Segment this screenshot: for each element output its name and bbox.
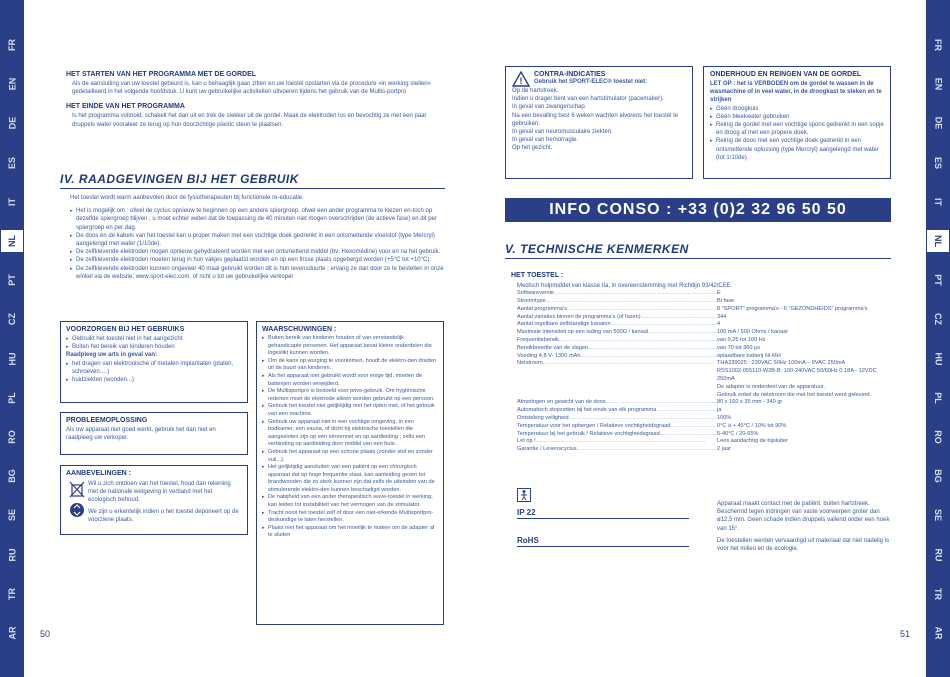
tech-section — [505, 242, 891, 256]
lang-tab-en[interactable] — [0, 72, 24, 96]
spec-table-2 — [511, 399, 891, 454]
precautions-title: VOORZORGEN BIJ HET GEBRUIKS — [66, 326, 185, 333]
spec-key: Automatisch stopzetten bij het einde van elk programma ..... — [517, 407, 717, 415]
spec-value: 80 x 160 x 35 mm - 340 gr — [717, 399, 783, 406]
precautions-box — [60, 321, 248, 403]
advice-section — [60, 172, 450, 281]
lang-tab-nl[interactable] — [926, 229, 950, 253]
lang-tab-label: HU — [7, 352, 17, 366]
spec-row — [517, 321, 891, 329]
warning-item: ▸ Gebruik het apparaat op een schone plaats (zonder stof en zonder vuil...). — [262, 449, 438, 464]
lang-tab-it[interactable] — [926, 190, 950, 214]
contra-item: Na een bevalling best 6 weken wachten alvorens het toestel te gebruiken. — [512, 112, 679, 127]
lang-tab-label: BG — [933, 469, 943, 483]
contra-item: Op het gezicht. — [512, 145, 553, 152]
spec-key: Temperatuur voor het opbergen / Relatieve vochtigheidsgraad ..... — [517, 423, 717, 431]
spec-key: Stroomtype ..... — [517, 298, 717, 306]
spec-row — [517, 329, 891, 337]
warning-item: ▸ De nabijheid van een ander therapeutisch wave-toestel in werking, kan leiden tot instabiliteit van het vermogen van de stimulator. — [262, 494, 438, 509]
lang-tab-pl[interactable] — [926, 386, 950, 410]
lang-tab-label: EN — [6, 77, 17, 91]
ip-label: IP 22 — [517, 508, 536, 517]
spec-key: Afmetingen en gewicht van de doos ..... — [517, 399, 717, 407]
lang-tab-bg[interactable] — [0, 464, 24, 488]
lang-tab-label: IT — [933, 197, 943, 206]
recommend-text-1: Wil u zich ontdoen van het toestel, houd dan rekening met de nationale wetgeving in verband met het ecologisch behoud. — [88, 481, 231, 504]
precaution-item: ▸ het dragen van elektronische of metalen implantaten (platen, schroeven….) — [66, 360, 242, 376]
spec-key: Garantie / Levenscyclus ..... — [517, 446, 717, 454]
maintenance-item: ▸ Reinig de doos met een vochtige doek gedrenkt in een ontsmettende oplossing (type Mercryl) aangelengd met water (tot 1/10de). — [710, 137, 884, 162]
spec-row — [517, 353, 891, 361]
spec-row — [517, 337, 891, 345]
lang-tab-label: PL — [6, 392, 17, 404]
spec-row — [517, 407, 891, 415]
spec-key: Aantal programma's ..... — [517, 306, 717, 314]
maintenance-item: ▸ Géén droogkuis — [710, 105, 884, 113]
lang-tab-hu[interactable] — [926, 347, 950, 371]
spec-intro: Medisch hulpmiddel van klasse IIa, in overeenstemming met Richtlijn 93/42/CEE. — [517, 283, 733, 289]
warning-item: ▸ Gebruik uw apparaat niet in een vochtige omgeving, in een badkamer, een sauna, of dicht bij elektrische toestellen die aangesloten zijn op een stroomnet en op aardleiding ; zelfs een verbinding op aardleiding door middel van een buis. — [262, 419, 438, 449]
rohs-label: RoHS — [517, 536, 539, 545]
lang-tab-pt[interactable] — [926, 268, 950, 292]
netstroom-line: De adapter is onderdeel van de apparatuur. — [717, 383, 825, 390]
recycle-icon — [69, 502, 85, 518]
spec-value: oplaadbare batterij Ni-MH — [717, 352, 781, 359]
lang-tab-label: RU — [7, 548, 17, 562]
advice-item: ▸ De zelfklevende elektroden kunnen ongeveer 40 maal gebruikt worden dit is hun levensduurte ; ervang ze dan door ze te bestellen in onze winkel via de website: www.sport-elec.com, of richt u tot uw gebruikelijke verkoper — [70, 265, 450, 281]
lang-tab-label: CZ — [7, 313, 17, 326]
tech-title: V. TECHNISCHE KENMERKEN — [505, 242, 689, 256]
precaution-item: ▸ Gebruikt het toestel niet in het aangezicht — [66, 335, 242, 343]
lang-tab-de[interactable] — [926, 111, 950, 135]
recommend-title: AANBEVELINGEN : — [66, 470, 131, 477]
lang-tab-label: TR — [933, 587, 943, 600]
warning-item: ▸ Tracht nooit het toestel zelf of door een niet-erkende Multisportpro-deskundige te laten herstellen. — [262, 510, 438, 525]
lang-tab-label: PL — [932, 392, 943, 404]
contra-item: Indien u drager bent van een hartstimulator (pacemaker). — [512, 96, 664, 103]
warning-item: ▸ Gebruik het toestel niet gelijktijdig met het rijden met, of het gebruik van een machine. — [262, 403, 438, 418]
warnings-list — [262, 335, 438, 540]
precaution-item: ▸ huidziekten (wonden...) — [66, 376, 242, 384]
warning-item: ▸ De Multisportpro is bedoeld voor prive-gebruik. Om hygiënische redenen moet de elektrode alleen worden gebruikt op een persoon. — [262, 388, 438, 403]
lang-tab-tr[interactable] — [0, 582, 24, 606]
lang-tab-ro[interactable] — [926, 425, 950, 449]
precautions-list-2 — [66, 360, 242, 385]
lang-tab-label: FR — [933, 39, 943, 51]
spec-row — [517, 306, 891, 314]
lang-tab-label: TR — [7, 587, 17, 600]
warning-item: ▸ Om de kans op wurging te voorkomen, houdt de elektro-den draden uit de buurt van kinderen. — [262, 358, 438, 373]
language-tabs-right — [926, 0, 950, 677]
spec-key: Maximale intensiteit op een lading van 500Ω / kanaal ..... — [517, 329, 717, 337]
lang-tab-se[interactable] — [0, 503, 24, 527]
advice-item: ▸ De doos en de kabels van het toestel kan u proper maken met een vochtige doek gedrenkt in een ontsmettende vloeistof (type Mercryl) aangelengd met water (1/10de). — [70, 232, 450, 248]
start-section — [66, 71, 446, 129]
advice-item: ▸ Het is mogelijk om : ofwel de cyclus opnieuw te beginnen op een andere spiergroep, ofwel een ander programma te kiezen en-toch op dezelfde spiergroep blijven ; u moet echter weten dat de toepassing de 40 minuten niet mogen overschrijden (de actieve fase) en dit per spiergroep en per dag. — [70, 207, 450, 232]
spec-value: 100% — [717, 414, 732, 421]
lang-tab-pl[interactable] — [0, 386, 24, 410]
lang-tab-ru[interactable] — [926, 543, 950, 567]
contra-item: In geval van hemorragie. — [512, 137, 579, 144]
warning-icon — [512, 71, 530, 87]
end-title: HET EINDE VAN HET PROGRAMMA — [66, 103, 185, 111]
maintenance-intro: LET OP : het is VERBODEN om de gordel te wassen in de wasmachine of in veel water, in de droogkast te steken en te strijken — [710, 81, 882, 104]
spec-key: Voeding 4,8 V- 1300 mAh ..... — [517, 353, 717, 361]
precautions-sub: Raadpleeg uw arts in geval van: — [66, 352, 158, 359]
recommend-text-2: We zijn u erkentelijk indien u het toestel deponeert op de voorziene plaats. — [88, 508, 239, 523]
lang-tab-label: ES — [932, 156, 943, 169]
spec-key: Frequentiebereik ..... — [517, 337, 717, 345]
spec-value: 2 jaar — [717, 446, 731, 453]
start-title: HET STARTEN VAN HET PROGRAMMA MET DE GORDEL — [66, 71, 257, 78]
lang-tab-label: SE — [6, 509, 17, 522]
spec-key: Aantal regelbare zelfstandige kanalen ..... — [517, 321, 717, 329]
spec-value: E — [717, 290, 721, 297]
contra-title: CONTRA-INDICATIES — [534, 71, 606, 78]
lang-tab-label: FR — [7, 39, 17, 51]
spec-key: Aantal variaties binnen de programma's (of fazen) ..... — [517, 314, 717, 322]
lang-tab-en[interactable] — [926, 72, 950, 96]
svg-text:!: ! — [519, 76, 523, 86]
lang-tab-label: ES — [6, 156, 17, 169]
start-text: Als de aansluiting van uw toestel gebeurd is, kan u behaaglijk gaan zitten en uw toestel opstarten via de procedure «in werking stellen» gedetailleerd in het volgende hoofdstuk. U kunt uw gebruikelijke activiteiten uitvoeren tijdens het gebruik van de Multis-portpro — [72, 81, 431, 96]
spec-row — [517, 345, 891, 353]
spec-value: 8 "SPORT" programma's - 6 "GEZONDHEIDS" programma's — [717, 305, 868, 312]
problem-text: Als uw apparaat niet goed werkt, gebruik het dan niet en raadpleeg uw verkoper. — [66, 427, 216, 442]
lang-tab-label: PT — [6, 274, 17, 286]
spec-key: Bereikbreedte van de slagen ..... — [517, 345, 717, 353]
advice-list — [60, 207, 450, 281]
lang-tab-label: DE — [6, 117, 17, 130]
maintenance-list — [710, 105, 884, 162]
netstroom-line: RSS1002-055110-W2B-B: 100-240VAC 50/60Hz 0.18A - 12VDC 250mA — [717, 368, 877, 382]
lang-tab-label: RU — [933, 548, 943, 562]
lang-tab-label: RO — [933, 430, 943, 444]
lang-tab-label: CZ — [933, 313, 943, 326]
spec-row — [517, 399, 891, 407]
maintenance-title: ONDERHOUD EN REINGEN VAN DE GORDEL — [710, 71, 862, 78]
lang-tab-cz[interactable] — [0, 307, 24, 331]
spec-row — [517, 446, 891, 454]
lang-tab-label: DE — [932, 117, 943, 130]
spec-value: 5-40°C / 20-65% — [717, 430, 759, 437]
spec-row — [517, 438, 891, 446]
lang-tab-label: AR — [7, 626, 17, 640]
lang-tab-label: PT — [932, 274, 943, 286]
netstroom-line: Gebruik enkel de netstroom die met het toestel werd geleverd. — [717, 391, 872, 398]
page-number-right: 51 — [900, 629, 911, 639]
warning-item: ▸ Als het apparaat niet gebruikt wordt voor enige tijd, moeten de batterijen worden verwijderd. — [262, 373, 438, 388]
symbol-text: Apparaat maakt contact met de patiënt, buiten hartstreek. Beschermd tegen indringen van vaste voorwerpen groter dan ø12,5 mm. Geen schade indien druppels vallend onder een hoek van 15°. — [717, 501, 890, 532]
lang-tab-label: RO — [7, 430, 17, 444]
lang-tab-es[interactable] — [0, 151, 24, 175]
lang-tab-label: IT — [7, 197, 17, 206]
lang-tab-se[interactable] — [926, 503, 950, 527]
lang-tab-nl[interactable] — [0, 229, 24, 253]
patient-icon — [517, 488, 531, 507]
spec-value: 344 — [717, 313, 727, 320]
contra-box — [505, 66, 693, 179]
lang-tab-label: HU — [933, 352, 943, 366]
lang-tab-fr[interactable] — [0, 33, 24, 57]
right-page — [475, 0, 950, 677]
spec-row — [517, 314, 891, 322]
spec-key: Softwareversie ..... — [517, 290, 717, 298]
spec-row — [517, 415, 891, 423]
spec-row — [517, 423, 891, 431]
spec-table — [511, 290, 891, 368]
spec-key: Netstroom ..... — [517, 360, 717, 368]
spec-key: Ontsteking veiligheid ..... — [517, 415, 717, 423]
spec-value: Bi fase — [717, 298, 735, 304]
netstroom-extra — [511, 368, 891, 399]
contra-list — [512, 87, 686, 153]
warning-item: ▸ Het gelijktijdig aansluiten van een patiënt op een chirurgisch apparaat dat op hoge frequentie staat, kan aanleiding geven tot brandwonden die zo sterk kunnen zijn dat zelfs de uiteinden van de stimulerende elektro-den kunnen beschadigd worden. — [262, 464, 438, 494]
spec-row — [517, 360, 891, 368]
spec-value: 100 mA / 500 Ohms / kanaal — [717, 329, 788, 336]
info-conso-banner: INFO CONSO : +33 (0)2 32 96 50 50 — [505, 198, 891, 222]
spec-row — [517, 298, 891, 306]
spec-value: ja — [717, 407, 722, 414]
contra-sub: Gebruik het SPORT-ELEC® toestel niet: — [534, 79, 648, 85]
warning-item: ▸ Plaats niet het apparaat om het moeilijk te maken om de adapter af te sluiten — [262, 525, 438, 540]
lang-tab-ar[interactable] — [0, 621, 24, 645]
lang-tab-label: NL — [7, 235, 17, 247]
warning-item: ▸ Buiten bereik van kinderen houden of van verstandelijk gehandicapte personen. Het apparaat bevat kleine onderdelen die ingeslikt kunnen worden. — [262, 335, 438, 358]
lang-tab-cz[interactable] — [926, 307, 950, 331]
spec-value: van 70 tot 360 µs — [717, 344, 761, 351]
recommend-box — [60, 465, 248, 535]
spec-value: Lees aandachtig de bijsluiter — [717, 438, 788, 445]
lang-tab-label: NL — [933, 235, 943, 247]
lang-tab-pt[interactable] — [0, 268, 24, 292]
advice-item: ▸ De zelfklevende elektroden moeten terug in hun vakjes geplaatst worden en op een frisse plaats opgebergd worden (+5°C tot +10°C). — [70, 256, 450, 264]
lang-tab-tr[interactable] — [926, 582, 950, 606]
advice-intro: Het toestel wordt warm aanbevolen door de fysiotherapeuten bij functionele re-educatie. — [70, 195, 304, 201]
problem-title: PROBLEEMOPLOSSING — [66, 417, 148, 424]
problem-box — [60, 412, 248, 455]
lang-tab-label: AR — [933, 626, 943, 640]
spec-value: 4 — [717, 321, 721, 328]
lang-tab-label: BG — [7, 469, 17, 483]
warnings-box — [256, 321, 444, 625]
lang-tab-ar[interactable] — [926, 621, 950, 645]
maintenance-item: ▸ Géén bleekwater gebruiken — [710, 113, 884, 121]
spec-row — [517, 431, 891, 439]
spec-row — [517, 290, 891, 298]
device-title: HET TOESTEL : — [511, 272, 564, 279]
spec-value: van 0,25 tot 160 Hz — [717, 336, 766, 343]
lang-tab-fr[interactable] — [926, 33, 950, 57]
contra-item: Op de hartstreek. — [512, 88, 559, 94]
end-text: Is het programma voltooid, schakelt het dan uit en trek de stekker uit de gordel. Maak de elektroden los en bevochtig ze met een paar druppels water vooraleer ze terug op hun doorzichtige plastic steun te plaatsen. — [72, 113, 427, 128]
lang-tab-label: SE — [932, 509, 943, 522]
lang-tab-ro[interactable] — [0, 425, 24, 449]
language-tabs-left — [0, 0, 24, 677]
spec-key: Let op ! ..... — [517, 438, 717, 446]
lang-tab-label: EN — [932, 77, 943, 91]
spec-value: THA239025 : 230VAC 50Hz 100mA – 9VAC 250mA — [717, 360, 846, 367]
contra-item: In geval van neuromusculaire ziekten. — [512, 129, 613, 136]
precautions-list — [66, 335, 242, 351]
maintenance-box — [703, 66, 891, 179]
precaution-item: ▸ Buiten het bereik van kinderen houden — [66, 343, 242, 351]
page-number-left: 50 — [40, 629, 51, 639]
rohs-text: De toestellen werden vervaardigd uit materiaal dat niet nadelig is voor het milieu en de ecologie. — [717, 538, 890, 553]
contra-item: In geval van zwangerschap. — [512, 104, 587, 111]
lang-tab-de[interactable] — [0, 111, 24, 135]
spec-key: Temperatuur bij het gebruik / Relatieve vochtigheidsgraad ..... — [517, 431, 717, 439]
lang-tab-bg[interactable] — [926, 464, 950, 488]
lang-tab-it[interactable] — [0, 190, 24, 214]
advice-title: IV. RAADGEVINGEN BIJ HET GEBRUIK — [60, 172, 299, 186]
maintenance-item: ▸ Reinig de gordel met een vochtige spons gedrenkt in een sopje en droog af met een propere doek. — [710, 121, 884, 137]
lang-tab-hu[interactable] — [0, 347, 24, 371]
advice-item: ▸ De zelfklevende elektroden mogen opnieuw gehydrateerd worden met een ontsmettend middel (bv: Hexomédine) voor en na het gebruik. — [70, 248, 450, 256]
spec-value: 0°C à + 45°C / 10% tot 90% — [717, 422, 787, 429]
lang-tab-es[interactable] — [926, 151, 950, 175]
spec-section — [511, 272, 891, 454]
bin-icon — [69, 480, 85, 498]
lang-tab-ru[interactable] — [0, 543, 24, 567]
warnings-title: WAARSCHUWINGEN : — [262, 326, 337, 333]
